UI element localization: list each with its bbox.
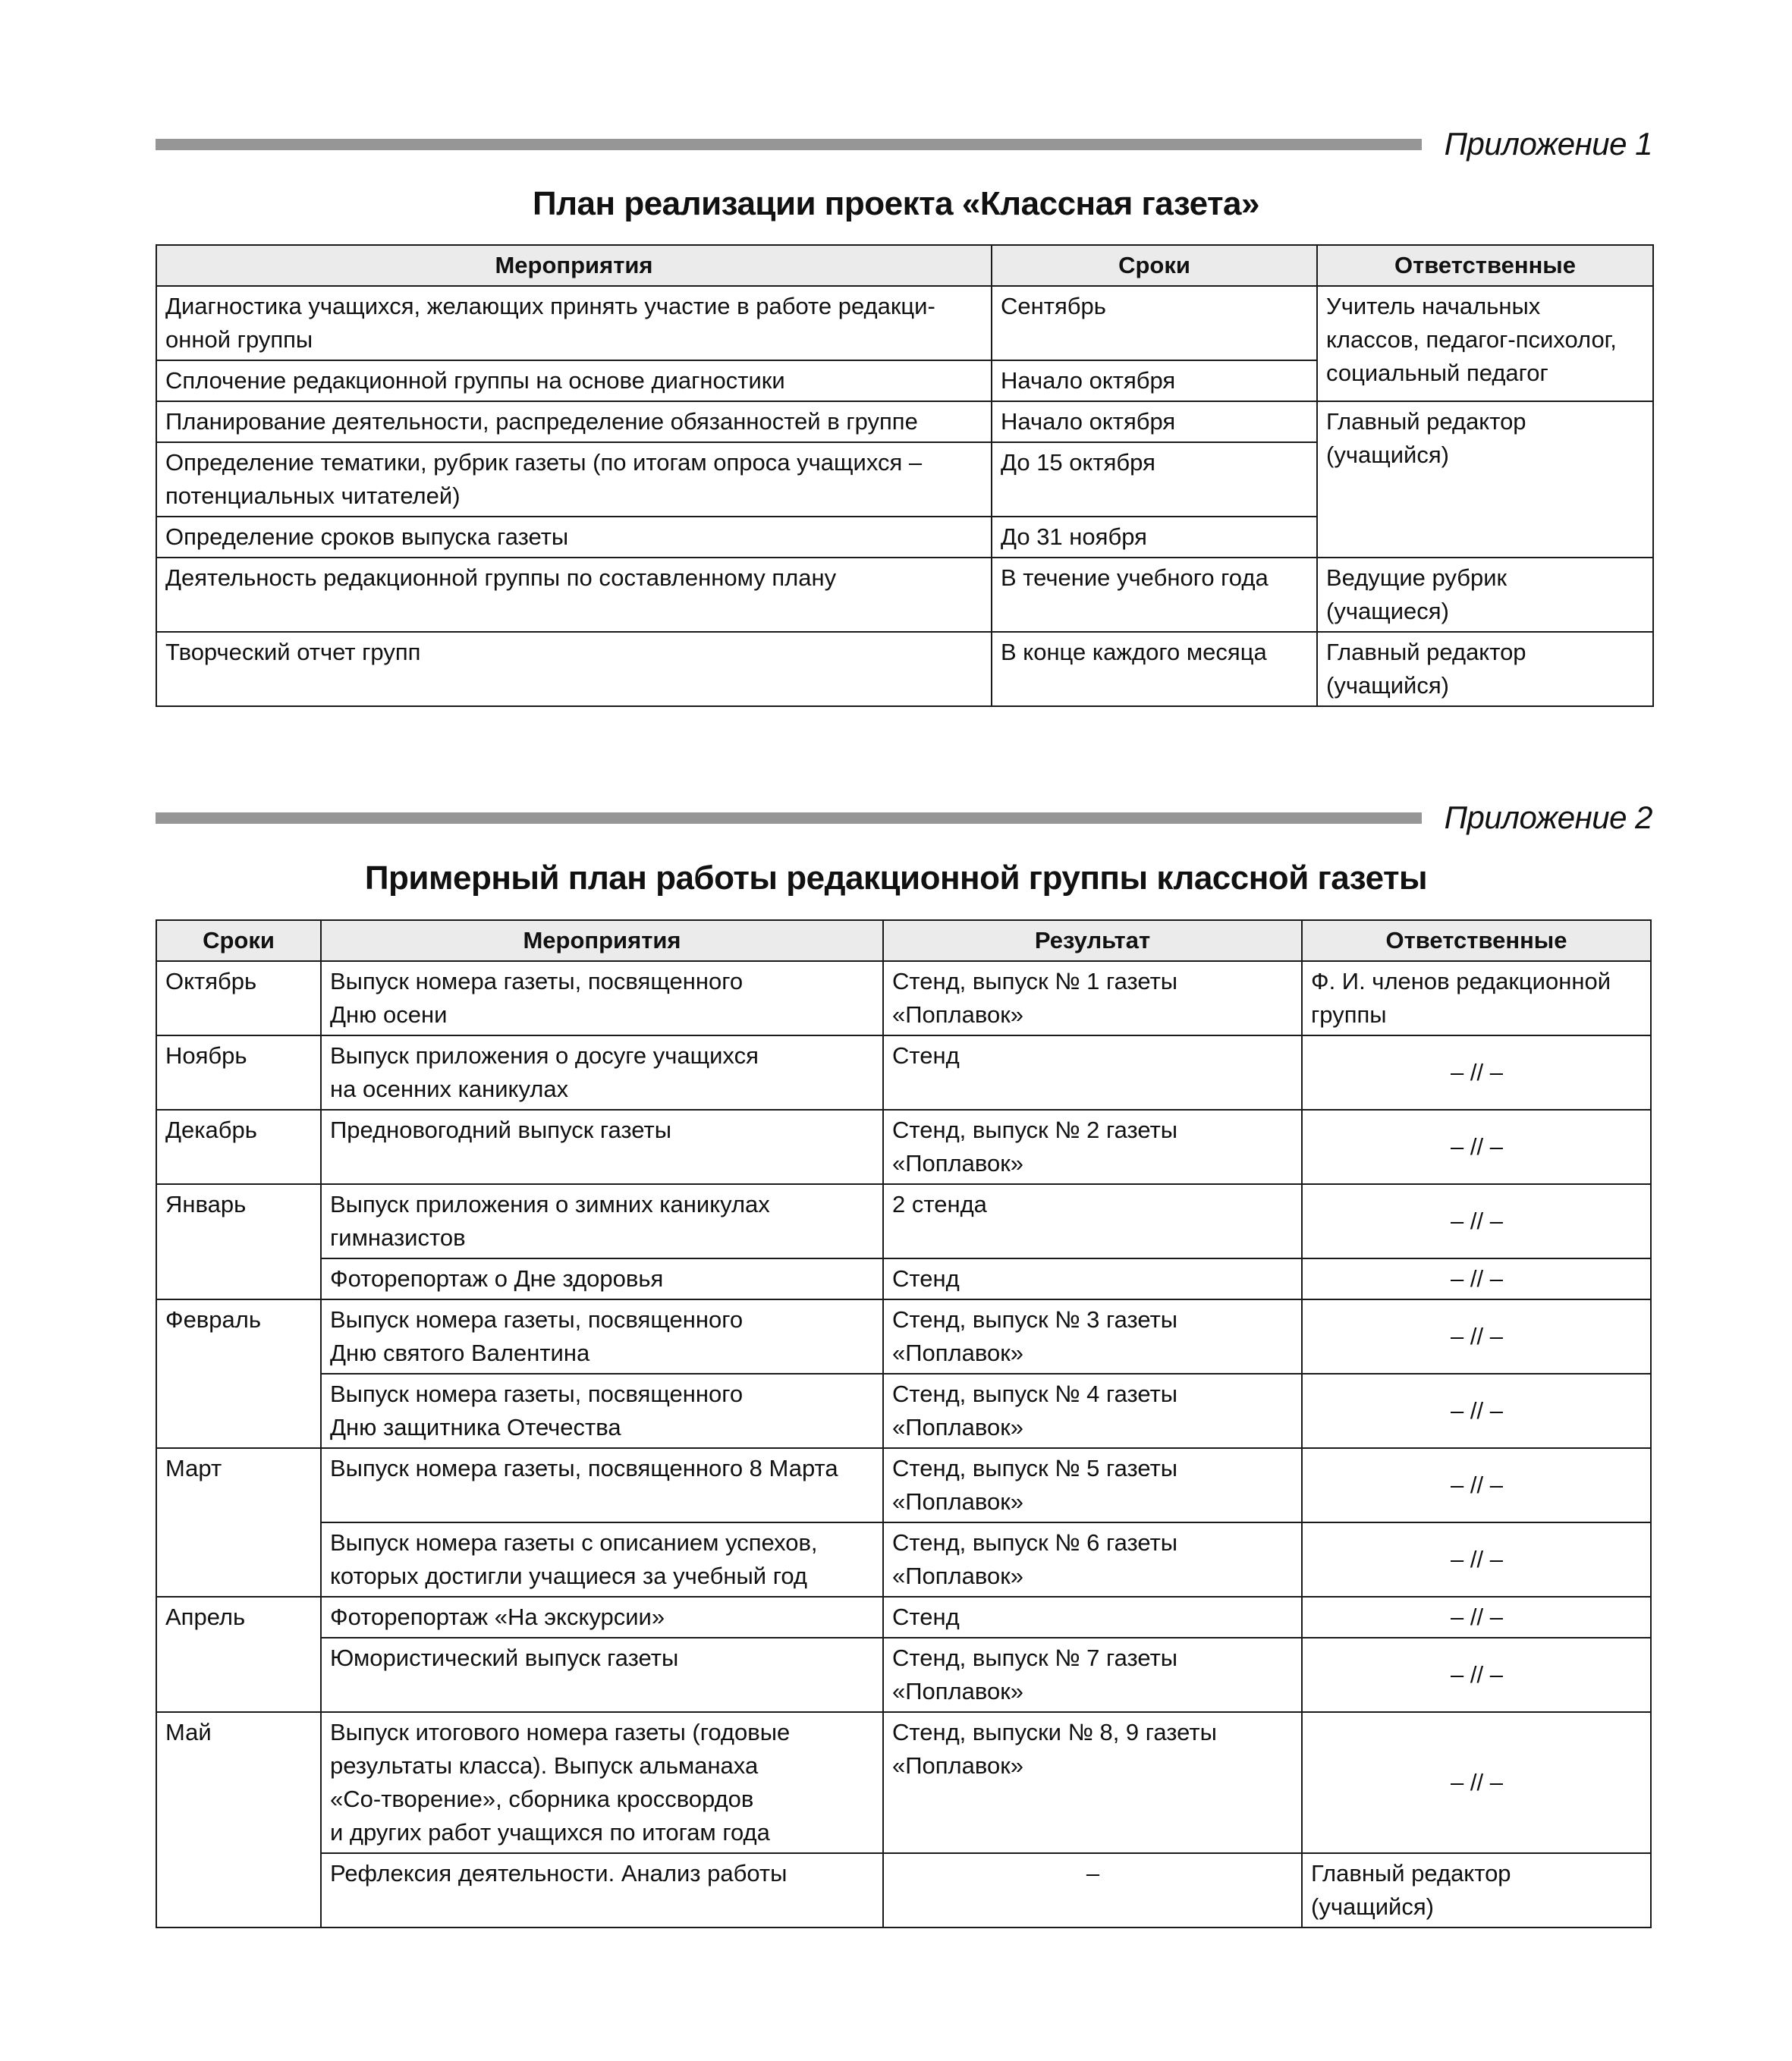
table-row xyxy=(156,1712,1651,1853)
column-header: Ответственные xyxy=(1302,920,1651,961)
responsible-cell: – // – xyxy=(1302,1448,1651,1522)
table-row xyxy=(156,1853,1651,1927)
result-cell: Стенд, выпуск № 7 газеты «Поплавок» xyxy=(883,1638,1302,1712)
result-cell: – xyxy=(883,1853,1302,1927)
table-row xyxy=(156,1258,1651,1299)
event-cell: Выпуск номера газеты, посвященного Дню святого Валентина xyxy=(321,1299,883,1374)
term-cell: До 15 октября xyxy=(992,442,1317,517)
table-row xyxy=(156,558,1653,632)
table-row xyxy=(156,1035,1651,1110)
month-cell: Апрель xyxy=(156,1597,321,1712)
responsible-cell: Ведущие рубрик (учащиеся) xyxy=(1317,558,1653,632)
appendix-2-header xyxy=(156,795,1652,840)
month-cell: Май xyxy=(156,1712,321,1927)
column-header: Сроки xyxy=(156,920,321,961)
result-cell: Стенд, выпуск № 3 газеты «Поплавок» xyxy=(883,1299,1302,1374)
table-row xyxy=(156,286,1653,360)
result-cell: Стенд, выпуск № 2 газеты «Поплавок» xyxy=(883,1110,1302,1184)
result-cell: Стенд, выпуск № 4 газеты «Поплавок» xyxy=(883,1374,1302,1448)
event-cell: Выпуск приложения о зимних каникулах гимназистов xyxy=(321,1184,883,1258)
responsible-cell: – // – xyxy=(1302,1638,1651,1712)
term-cell: До 31 ноября xyxy=(992,517,1317,558)
table-row xyxy=(156,961,1651,1035)
event-cell: Выпуск номера газеты, посвященного 8 Марта xyxy=(321,1448,883,1522)
event-cell: Определение сроков выпуска газеты xyxy=(156,517,992,558)
responsible-cell: – // – xyxy=(1302,1522,1651,1597)
divider-bar xyxy=(156,139,1422,150)
column-header: Результат xyxy=(883,920,1302,961)
editorial-plan-table xyxy=(156,919,1652,1928)
table-row xyxy=(156,1110,1651,1184)
table-row xyxy=(156,1299,1651,1374)
responsible-cell: – // – xyxy=(1302,1258,1651,1299)
divider-bar xyxy=(156,812,1422,824)
table-row xyxy=(156,632,1653,706)
event-cell: Выпуск номера газеты, посвященного Дню осени xyxy=(321,961,883,1035)
event-cell: Выпуск итогового номера газеты (годовые результаты класса). Выпуск альманаха «Со-творение», сборника кроссвордов и других работ учащихся по итогам года xyxy=(321,1712,883,1853)
month-cell: Январь xyxy=(156,1184,321,1299)
responsible-cell: Ф. И. членов редакционной группы xyxy=(1302,961,1651,1035)
responsible-cell: Учитель начальных классов, педагог-психолог, социальный педагог xyxy=(1317,286,1653,401)
appendix-label: Приложение 1 xyxy=(1444,126,1652,162)
event-cell: Фоторепортаж «На экскурсии» xyxy=(321,1597,883,1638)
responsible-cell: – // – xyxy=(1302,1299,1651,1374)
event-cell: Определение тематики, рубрик газеты (по итогам опроса учащихся – потенциальных читателей) xyxy=(156,442,992,517)
table-row xyxy=(156,1184,1651,1258)
responsible-cell: Главный редактор (учащийся) xyxy=(1317,401,1653,558)
table-row xyxy=(156,1448,1651,1522)
event-cell: Юмористический выпуск газеты xyxy=(321,1638,883,1712)
event-cell: Планирование деятельности, распределение обязанностей в группе xyxy=(156,401,992,442)
term-cell: Начало октября xyxy=(992,360,1317,401)
result-cell: Стенд xyxy=(883,1035,1302,1110)
table-row xyxy=(156,1597,1651,1638)
responsible-cell: – // – xyxy=(1302,1184,1651,1258)
table-1-title: План реализации проекта «Классная газета» xyxy=(532,185,1259,222)
column-header: Сроки xyxy=(992,245,1317,286)
result-cell: Стенд, выпуск № 6 газеты «Поплавок» xyxy=(883,1522,1302,1597)
term-cell: Сентябрь xyxy=(992,286,1317,360)
project-plan-table xyxy=(156,244,1654,707)
table-row xyxy=(156,401,1653,442)
term-cell: В течение учебного года xyxy=(992,558,1317,632)
responsible-cell: Главный редактор (учащийся) xyxy=(1317,632,1653,706)
month-cell: Ноябрь xyxy=(156,1035,321,1110)
result-cell: Стенд, выпуск № 1 газеты «Поплавок» xyxy=(883,961,1302,1035)
responsible-cell: – // – xyxy=(1302,1712,1651,1853)
responsible-cell: – // – xyxy=(1302,1597,1651,1638)
month-cell: Март xyxy=(156,1448,321,1597)
table-header-row xyxy=(156,920,1651,961)
event-cell: Выпуск приложения о досуге учащихся на осенних каникулах xyxy=(321,1035,883,1110)
appendix-1-header xyxy=(156,121,1652,167)
result-cell: Стенд xyxy=(883,1258,1302,1299)
term-cell: В конце каждого месяца xyxy=(992,632,1317,706)
table-row xyxy=(156,1638,1651,1712)
responsible-cell: – // – xyxy=(1302,1374,1651,1448)
event-cell: Диагностика учащихся, желающих принять участие в работе редакци- онной группы xyxy=(156,286,992,360)
responsible-cell: Главный редактор (учащийся) xyxy=(1302,1853,1651,1927)
result-cell: Стенд xyxy=(883,1597,1302,1638)
appendix-label: Приложение 2 xyxy=(1444,800,1652,835)
month-cell: Октябрь xyxy=(156,961,321,1035)
table-row xyxy=(156,1522,1651,1597)
event-cell: Выпуск номера газеты с описанием успехов, которых достигли учащиеся за учебный год xyxy=(321,1522,883,1597)
column-header: Мероприятия xyxy=(156,245,992,286)
result-cell: Стенд, выпуски № 8, 9 газеты «Поплавок» xyxy=(883,1712,1302,1853)
result-cell: 2 стенда xyxy=(883,1184,1302,1258)
month-cell: Февраль xyxy=(156,1299,321,1448)
responsible-cell: – // – xyxy=(1302,1110,1651,1184)
table-header-row xyxy=(156,245,1653,286)
column-header: Ответственные xyxy=(1317,245,1653,286)
event-cell: Творческий отчет групп xyxy=(156,632,992,706)
responsible-cell: – // – xyxy=(1302,1035,1651,1110)
table-row xyxy=(156,1374,1651,1448)
event-cell: Сплочение редакционной группы на основе диагностики xyxy=(156,360,992,401)
month-cell: Декабрь xyxy=(156,1110,321,1184)
event-cell: Фоторепортаж о Дне здоровья xyxy=(321,1258,883,1299)
term-cell: Начало октября xyxy=(992,401,1317,442)
table-2-title: Примерный план работы редакционной группы классной газеты xyxy=(364,859,1428,897)
result-cell: Стенд, выпуск № 5 газеты «Поплавок» xyxy=(883,1448,1302,1522)
event-cell: Рефлексия деятельности. Анализ работы xyxy=(321,1853,883,1927)
event-cell: Предновогодний выпуск газеты xyxy=(321,1110,883,1184)
event-cell: Выпуск номера газеты, посвященного Дню защитника Отечества xyxy=(321,1374,883,1448)
column-header: Мероприятия xyxy=(321,920,883,961)
event-cell: Деятельность редакционной группы по составленному плану xyxy=(156,558,992,632)
